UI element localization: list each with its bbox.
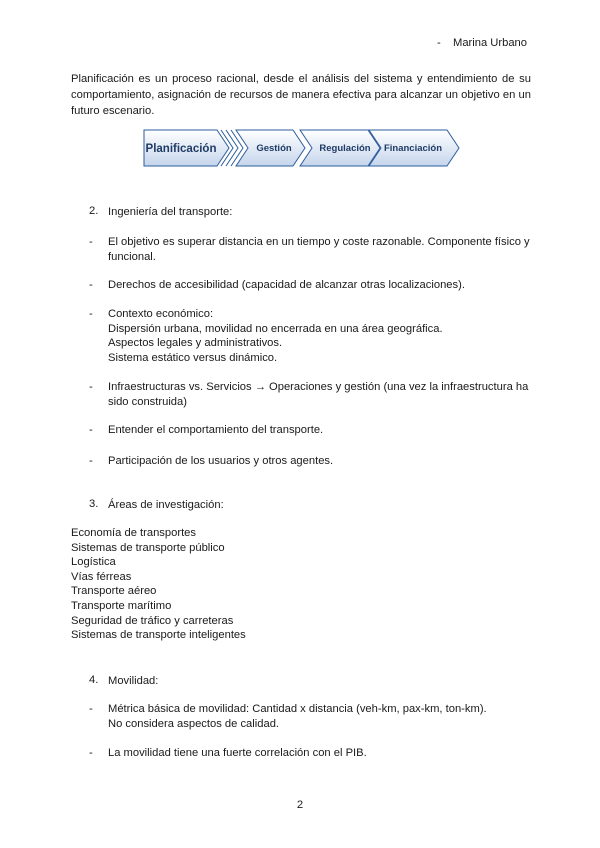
section-3-title: Áreas de investigación: xyxy=(108,499,224,511)
bullet-line: No considera aspectos de calidad. xyxy=(108,717,280,730)
section-2-title: Ingeniería del transporte: xyxy=(108,206,233,218)
bullet-item xyxy=(108,423,532,438)
bullet-line: El objetivo es superar distancia en un tiempo y coste razonable. Componente físico y xyxy=(108,236,530,248)
bullet-line: La movilidad tiene una fuerte correlación con el PIB. xyxy=(108,747,367,759)
research-areas-list xyxy=(71,526,246,643)
section-4-title: Movilidad: xyxy=(108,675,159,687)
bullet-line: Dispersión urbana, movilidad no encerrada en una área geográfica. xyxy=(108,322,443,335)
header-author: Marina Urbano xyxy=(453,37,527,49)
bullet-line: Derechos de accesibilidad (capacidad de alcanzar otras localizaciones). xyxy=(108,279,465,291)
bullet-item xyxy=(108,702,532,731)
bullet-dash: - xyxy=(89,236,93,248)
bullet-dash: - xyxy=(89,381,93,393)
research-area-item: Vías férreas xyxy=(71,570,132,583)
research-area-item: Seguridad de tráfico y carreteras xyxy=(71,614,234,627)
page-header xyxy=(437,36,527,50)
step-label-gestion: Gestión xyxy=(256,143,292,154)
bullet-line: sido construida) xyxy=(108,395,187,408)
bullet-dash: - xyxy=(89,279,93,291)
bullet-item xyxy=(108,278,532,293)
research-area-item: Sistemas de transporte público xyxy=(71,541,225,554)
section-4-number: 4. xyxy=(89,674,99,686)
bullet-item xyxy=(108,307,532,365)
bullet-dash: - xyxy=(89,455,93,467)
research-area-item: Sistemas de transporte inteligentes xyxy=(71,629,246,642)
bullet-item xyxy=(108,746,532,761)
bullet-item xyxy=(108,380,532,409)
bullet-line: Contexto económico: xyxy=(108,308,214,320)
intro-paragraph: Planificación es un proceso racional, desde el análisis del sistema y entendimiento de su comportamiento, asignación de recursos de manera efectiva para alcanzar un objetivo en un futuro escenario. xyxy=(71,73,531,117)
bullet-item xyxy=(108,454,532,469)
section-2-number: 2. xyxy=(89,205,99,217)
bullet-line: funcional. xyxy=(108,250,156,263)
bullet-line: Sistema estático versus dinámico. xyxy=(108,351,278,364)
bullet-line: Métrica básica de movilidad: Cantidad x distancia (veh-km, pax-km, ton-km). xyxy=(108,703,487,715)
section-3-number: 3. xyxy=(89,498,99,510)
research-area-item: Logística xyxy=(71,556,116,569)
bullet-dash: - xyxy=(89,747,93,759)
bullet-line: Infraestructuras vs. Servicios → Operaciones y gestión (una vez la infraestructura ha xyxy=(108,381,529,393)
step-label-regulacion: Regulación xyxy=(319,143,371,154)
bullet-line: Aspectos legales y administrativos. xyxy=(108,337,283,349)
step-label-financiacion: Financiación xyxy=(383,143,443,154)
bullet-dash: - xyxy=(89,424,93,436)
page-number: 2 xyxy=(296,799,304,811)
process-diagram xyxy=(143,129,461,167)
bullet-dash: - xyxy=(89,308,93,320)
research-area-item: Transporte aéreo xyxy=(71,585,157,598)
bullet-item xyxy=(108,235,532,264)
research-area-item: Transporte marítimo xyxy=(71,599,172,612)
header-dash: - xyxy=(437,37,441,49)
step-label-planificacion: Planificación xyxy=(145,143,217,155)
bullet-dash: - xyxy=(89,703,93,715)
research-area-item: Economía de transportes xyxy=(71,527,196,539)
bullet-line: Participación de los usuarios y otros agentes. xyxy=(108,455,334,467)
bullet-line: Entender el comportamiento del transporte. xyxy=(108,424,324,436)
